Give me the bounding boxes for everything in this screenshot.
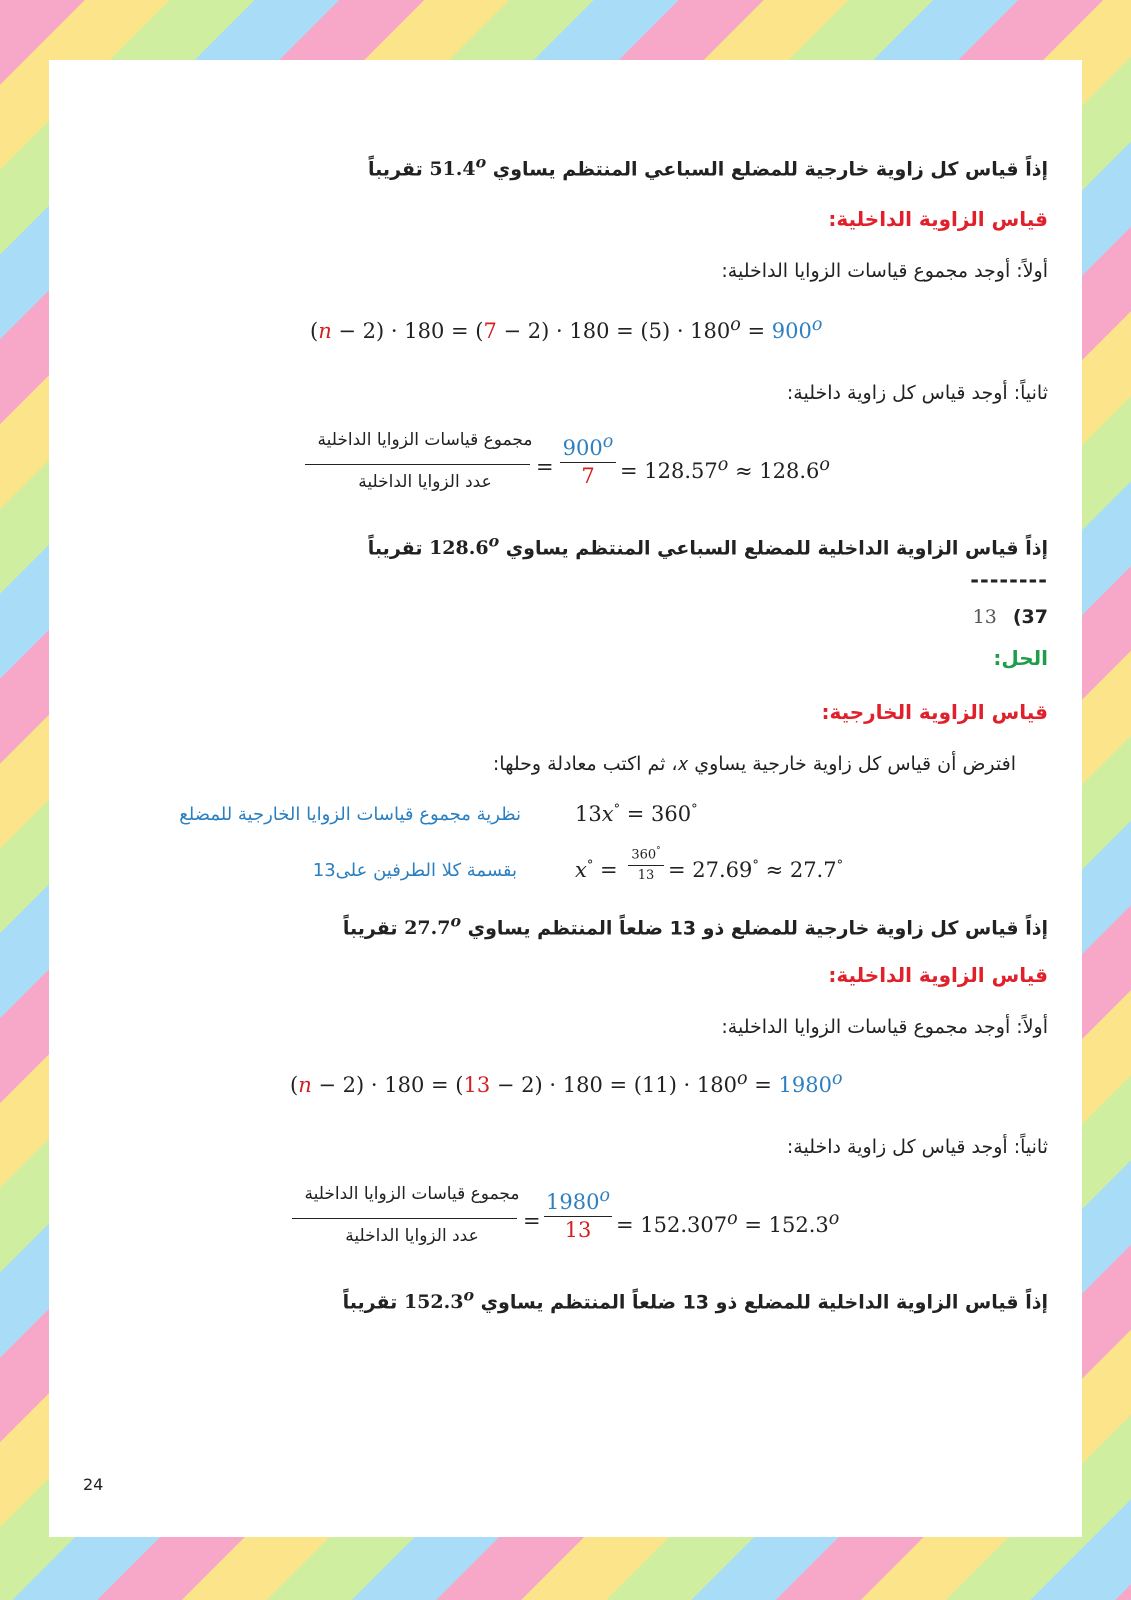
exterior-heading: قياس الزاوية الخارجية: (821, 700, 1048, 724)
equals-sign: = (536, 455, 554, 479)
conclusion-exterior-heptagon (368, 153, 1048, 180)
interior-heading: قياس الزاوية الداخلية: (828, 207, 1048, 231)
conclusion-text: إذاً قياس الزاوية الداخلية للمضلع ذو 13 ضلعاً المنتظم يساوي (480, 1291, 1048, 1314)
equation-x-result: = 27.69° ≈ 27.7° (668, 858, 844, 882)
fraction-line (292, 1218, 517, 1219)
conclusion-text: إذاً قياس الزاوية الداخلية للمضلع السباعي المنتظم يساوي (505, 537, 1048, 560)
step2-label-2: ثانياً: أوجد قياس كل زاوية داخلية: (786, 1136, 1048, 1158)
conclusion-value: 128.6$^o$ (429, 532, 500, 560)
equation-exterior-sum: 13𝑥° = 360° (575, 802, 698, 826)
separator-dashes: -------- (970, 568, 1048, 592)
step1-label: أولاً: أوجد مجموع قياسات الزوايا الداخلية: (721, 260, 1048, 282)
fraction-values-2: 1980$^o$ 13 (546, 1186, 610, 1242)
conclusion-value: 51.4$^o$ (429, 153, 487, 181)
fraction-values: 900$^o$ 7 (560, 432, 616, 488)
fraction-result: = $128.57^o \approx 128.6^o$ (620, 455, 830, 483)
equation-interior-sum-2: $(n - 2) \cdot 180 = (13 - 2) \cdot 180 = (11) \cdot 180^o = 1980^o$ (290, 1069, 843, 1097)
fraction-words-numerator: مجموع قياسات الزوايا الداخلية (317, 430, 533, 450)
step2-label: ثانياً: أوجد قياس كل زاوية داخلية: (786, 382, 1048, 404)
fraction-denominator: 7 (581, 464, 595, 488)
conclusion-value: 27.7$^o$ (404, 912, 462, 940)
fraction-line (544, 1216, 612, 1217)
conclusion-exterior-13gon (343, 912, 1048, 939)
fraction-result-2: = $152.307^o = 152.3^o$ (616, 1209, 840, 1237)
step1-label-2: أولاً: أوجد مجموع قياسات الزوايا الداخلية: (721, 1016, 1048, 1038)
equation-x-left: 𝑥° = (575, 858, 618, 882)
exterior-theorem-note: نظرية مجموع قياسات الزوايا الخارجية للمضلع (179, 804, 521, 825)
fraction-360-13: 360° 13 (628, 846, 664, 883)
equation-interior-sum: $(n - 2) \cdot 180 = (7 - 2) \cdot 180 = (5) \cdot 180^o = 900^o$ (310, 315, 823, 343)
fraction-numerator: 1980 (546, 1190, 600, 1214)
assume-text: افترض أن قياس كل زاوية خارجية يساوي 𝑥، ثم اكتب معادلة وحلها: (492, 753, 1016, 775)
interior-heading-2: قياس الزاوية الداخلية: (828, 963, 1048, 987)
fraction-words-denominator: عدد الزوايا الداخلية (358, 472, 492, 492)
division-note: بقسمة كلا الطرفين على13 (312, 860, 517, 881)
approx-word: تقريباً (342, 1291, 398, 1314)
fraction-denominator: 13 (637, 868, 655, 884)
approx-word: تقريباً (367, 537, 423, 560)
approx-word: تقريباً (368, 158, 423, 181)
question-label: (37 (1012, 606, 1048, 628)
fraction-words-numerator: مجموع قياسات الزوايا الداخلية (304, 1184, 520, 1204)
page-number: 24 (83, 1475, 104, 1494)
conclusion-text: إذاً قياس كل زاوية خارجية للمضلع السباعي المنتظم يساوي (492, 158, 1048, 181)
fraction-denominator: 13 (564, 1218, 592, 1242)
fraction-words (305, 430, 545, 492)
fraction-line (560, 462, 616, 463)
question-value: 13 (972, 606, 997, 628)
fraction-line (628, 865, 664, 866)
equals-sign-2: = (523, 1209, 541, 1233)
fraction-line (305, 464, 530, 465)
fraction-numerator: 900 (562, 436, 603, 460)
fraction-numerator: 360 (631, 847, 657, 863)
conclusion-value: 152.3$^o$ (403, 1286, 474, 1314)
fraction-words-denominator: عدد الزوايا الداخلية (345, 1226, 479, 1246)
conclusion-interior-13gon (343, 1286, 1048, 1313)
solution-label: الحل: (993, 646, 1048, 670)
question-number (973, 606, 1048, 628)
conclusion-text: إذاً قياس كل زاوية خارجية للمضلع ذو 13 ضلعاً المنتظم يساوي (467, 917, 1048, 940)
approx-word: تقريباً (342, 917, 398, 940)
conclusion-interior-heptagon (368, 532, 1048, 559)
fraction-words-2 (292, 1184, 532, 1246)
